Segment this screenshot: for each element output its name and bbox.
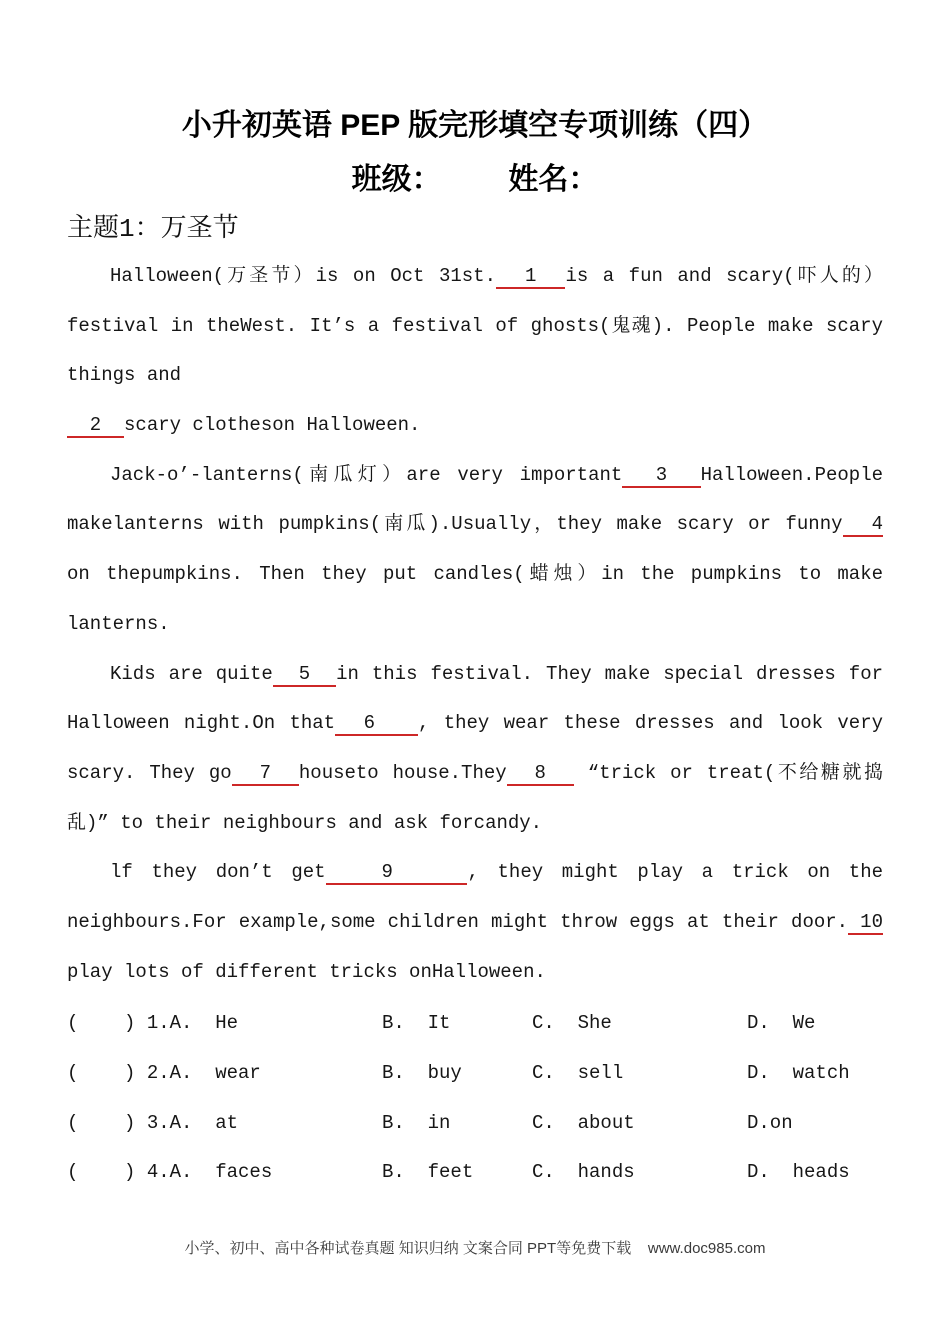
multiple-choice-questions xyxy=(67,999,883,1198)
passage-line: Halloween(万圣节）is on Oct 31st. 1 is a fun and scary(吓人的） xyxy=(110,265,883,287)
passage-line: lanterns. xyxy=(67,612,170,635)
passage-line: Halloween night.On that 6 , they wear these dresses and look very xyxy=(67,712,883,735)
passage-line: play lots of different tricks onHalloween. xyxy=(67,960,546,983)
passage-line: 2 scary clotheson Halloween. xyxy=(67,414,421,437)
passage-line: on thepumpkins. Then they put candles(蜡烛）in the pumpkins to make xyxy=(67,563,883,586)
question-1-option-b: B. It xyxy=(382,1012,451,1035)
passage-line: makelanterns with pumpkins(南瓜).Usually，they make scary or funny 4 xyxy=(67,513,883,536)
question-row-2 xyxy=(67,1049,883,1099)
question-4-option-d: D. heads xyxy=(747,1161,850,1184)
passage-line: things and xyxy=(67,364,182,387)
cloze-blank: 9 xyxy=(325,861,468,884)
cloze-blank: 8 xyxy=(506,761,574,784)
question-3-option-c: C. about xyxy=(532,1111,635,1134)
passage-line: Jack-o’-lanterns(南瓜灯）are very important 3 Halloween.People xyxy=(110,463,883,486)
passage-line: neighbours.For example,some children might throw eggs at their door. 10 xyxy=(67,910,883,933)
question-2-option-c: C. sell xyxy=(532,1062,624,1084)
page-title: 小升初英语 PEP 版完形填空专项训练（四） xyxy=(181,109,769,142)
question-1-option-a: ( ) 1.A. He xyxy=(67,1012,239,1035)
passage-line: festival in theWest. It’s a festival of ghosts(鬼魂). People make scary xyxy=(67,314,883,337)
question-2-option-b: B. buy xyxy=(382,1062,462,1084)
cloze-blank: 3 xyxy=(622,463,701,486)
footer-site-link[interactable]: www.doc985.com xyxy=(647,1240,766,1258)
footer-spacer xyxy=(631,1240,648,1257)
section-heading-theme1: 主题1：万圣节 xyxy=(67,214,239,244)
passage-line: lf they don’t get 9 , they might play a trick on the xyxy=(110,861,883,884)
question-3-option-a: ( ) 3.A. at xyxy=(67,1111,239,1134)
cloze-blank: 6 xyxy=(335,712,418,735)
question-3-option-d: D.on xyxy=(747,1111,793,1134)
question-row-1 xyxy=(67,999,883,1049)
question-2-option-d: D. watch xyxy=(747,1062,850,1084)
question-4-option-b: B. feet xyxy=(382,1161,474,1184)
cloze-blank: 7 xyxy=(231,761,299,784)
question-row-4 xyxy=(67,1148,883,1198)
question-row-3 xyxy=(67,1099,883,1149)
question-1-option-c: C. She xyxy=(532,1012,612,1035)
passage-line: 乱)” to their neighbours and ask forcandy. xyxy=(67,811,543,834)
class-name-labels: 班级： 姓名： xyxy=(351,163,599,196)
question-3-option-b: B. in xyxy=(382,1111,451,1134)
footer-text: 小学、初中、高中各种试卷真题 知识归纳 文案合同 PPT等免费下载 xyxy=(184,1240,632,1258)
question-1-option-d: D. We xyxy=(747,1012,816,1035)
cloze-blank: 4 xyxy=(842,513,883,536)
cloze-blank: 5 xyxy=(272,662,337,685)
question-4-option-c: C. hands xyxy=(532,1161,635,1184)
cloze-passage xyxy=(67,252,883,997)
cloze-blank: 2 xyxy=(67,414,125,437)
footer xyxy=(67,1238,883,1260)
cloze-blank: 10 xyxy=(848,910,883,933)
cloze-blank: 1 xyxy=(495,265,566,287)
passage-line: scary. They go 7 houseto house.They 8 “trick or treat(不给糖就捣 xyxy=(67,761,883,784)
passage-line: Kids are quite 5 in this festival. They make special dresses for xyxy=(110,662,883,685)
question-2-option-a: ( ) 2.A. wear xyxy=(67,1062,261,1084)
question-4-option-a: ( ) 4.A. faces xyxy=(67,1161,273,1184)
